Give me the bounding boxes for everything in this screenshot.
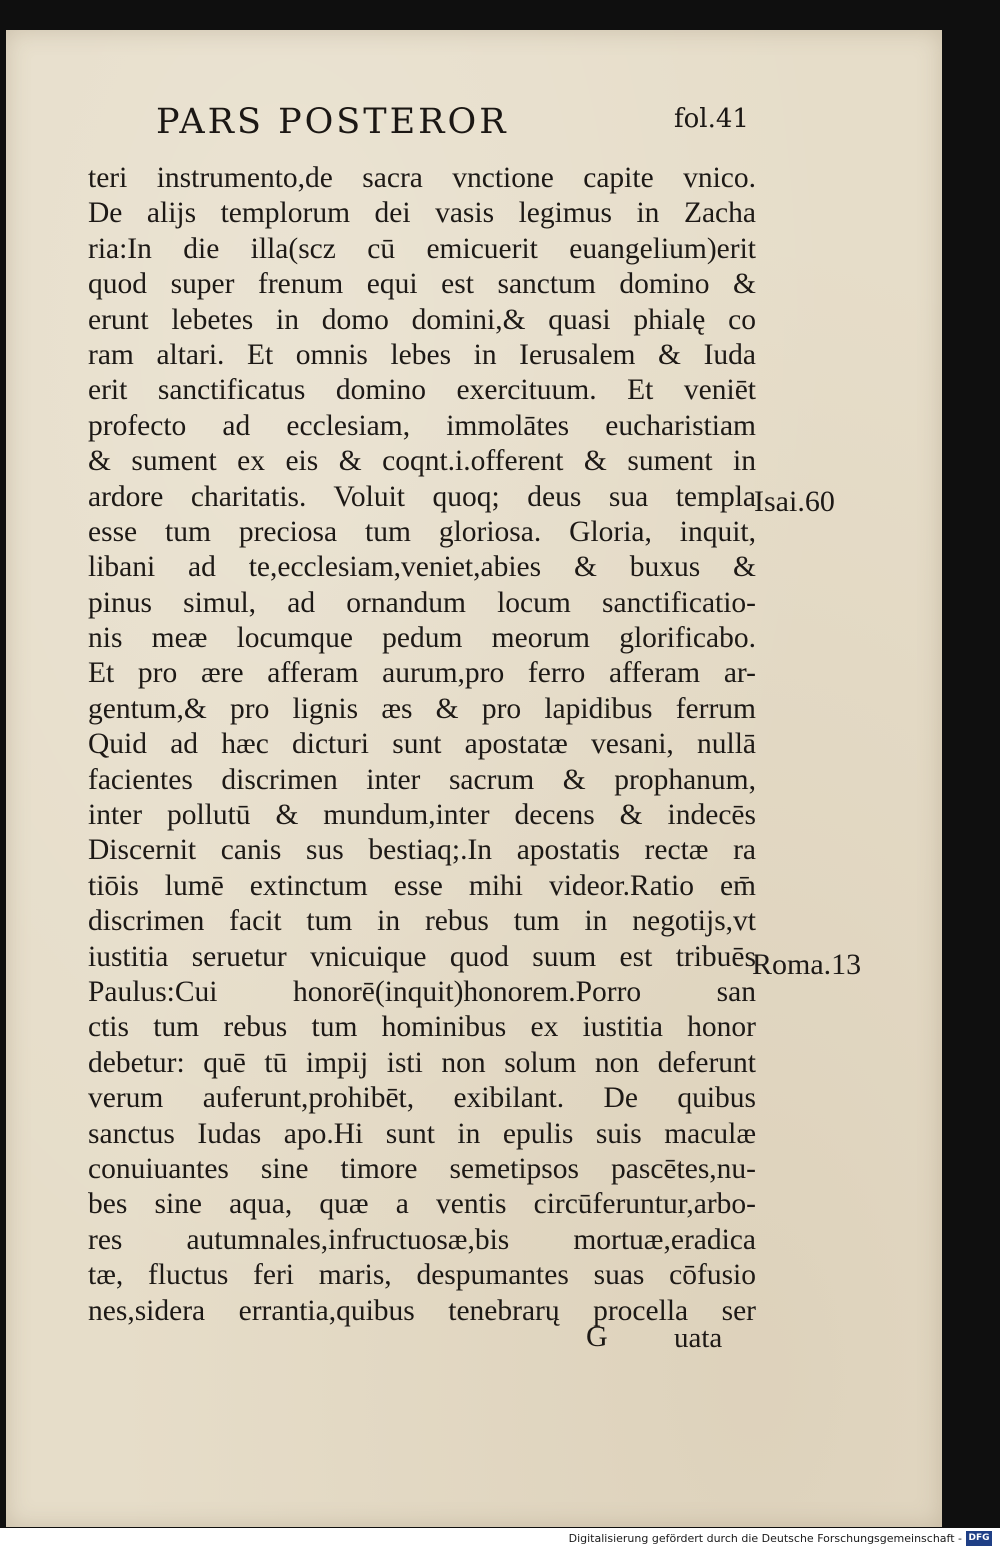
text-line: ria:In die illa(scz cū emicuerit euangelium)erit <box>88 232 756 265</box>
text-line: esse tum preciosa tum gloriosa. Gloria, inquit, <box>88 515 756 548</box>
text-line: bes sine aqua, quæ a ventis circūferuntur,arbo- <box>88 1188 756 1221</box>
text-line: pinus simul, ad ornandum locum sanctificatio- <box>88 586 756 619</box>
text-line: Et pro ære afferam aurum,pro ferro afferam ar- <box>88 657 756 690</box>
dfg-logo: DFG <box>966 1531 992 1546</box>
marginal-note-isaiah: Isai.60 <box>754 485 835 518</box>
folio-number: fol.41 <box>674 104 749 134</box>
text-line: teri instrumento,de sacra vnctione capite vnico. <box>88 162 756 194</box>
book-page <box>6 30 942 1527</box>
footer-credit: Digitalisierung gefördert durch die Deutsche Forschungsgemeinschaft - <box>568 1532 962 1545</box>
catchword: uata <box>674 1322 723 1354</box>
text-line: quod super frenum equi est sanctum domino & <box>88 268 756 301</box>
text-line: iustitia seruetur vnicuique quod suum est tribuēs <box>88 940 756 973</box>
text-line: ctis tum rebus tum hominibus ex iustitia honor <box>88 1011 756 1044</box>
text-line: ardore charitatis. Voluit quoq; deus sua templa <box>88 480 756 513</box>
text-line: libani ad te,ecclesiam,veniet,abies & buxus & <box>88 551 756 584</box>
text-line: facientes discrimen inter sacrum & prophanum, <box>88 763 756 796</box>
text-line: verum auferunt,prohibēt, exibilant. De quibus <box>88 1082 756 1115</box>
text-line: De alijs templorum dei vasis legimus in Zacha <box>88 197 756 230</box>
text-line: conuiuantes sine timore semetipsos pascētes,nu- <box>88 1152 756 1185</box>
text-line: ram altari. Et omnis lebes in Ierusalem & Iuda <box>88 338 756 371</box>
footer-bar <box>0 1528 1000 1550</box>
text-line: & sument ex eis & coqnt.i.offerent & sument in <box>88 445 756 478</box>
text-line: nis meæ locumque pedum meorum glorificabo. <box>88 622 756 655</box>
marginal-note-romans: Roma.13 <box>752 948 862 981</box>
text-line: profecto ad ecclesiam, immolātes eucharistiam <box>88 409 756 442</box>
text-line: tiōis lumē extinctum esse mihi videor.Ratio em̄ <box>88 869 756 902</box>
text-line: res autumnales,infructuosæ,bis mortuæ,eradica <box>88 1223 756 1256</box>
running-title: PARS POSTEROR <box>156 102 509 142</box>
text-line: erunt lebetes in domo domini,& quasi phialę co <box>88 303 756 336</box>
text-line: nes,sidera errantia,quibus tenebrarų procella ser <box>88 1294 756 1327</box>
text-line: sanctus Iudas apo.Hi sunt in epulis suis maculæ <box>88 1117 756 1150</box>
text-line: gentum,& pro lignis æs & pro lapidibus ferrum <box>88 692 756 725</box>
main-text-block <box>88 161 756 1329</box>
text-line: Paulus:Cui honorē(inquit)honorem.Porro san <box>88 975 756 1008</box>
text-line: tæ, fluctus feri maris, despumantes suas cōfusio <box>88 1259 756 1292</box>
text-line: Discernit canis sus bestiaq;.In apostatis rectæ ra <box>88 834 756 867</box>
signature-mark: G <box>586 1320 608 1353</box>
text-line: discrimen facit tum in rebus tum in negotijs,vt <box>88 905 756 938</box>
text-line: debetur: quē tū impij isti non solum non deferunt <box>88 1046 756 1079</box>
text-line: erit sanctificatus domino exercituum. Et veniēt <box>88 374 756 407</box>
text-line: Quid ad hæc dicturi sunt apostatæ vesani, nullā <box>88 728 756 761</box>
text-line: inter pollutū & mundum,inter decens & indecēs <box>88 799 756 832</box>
